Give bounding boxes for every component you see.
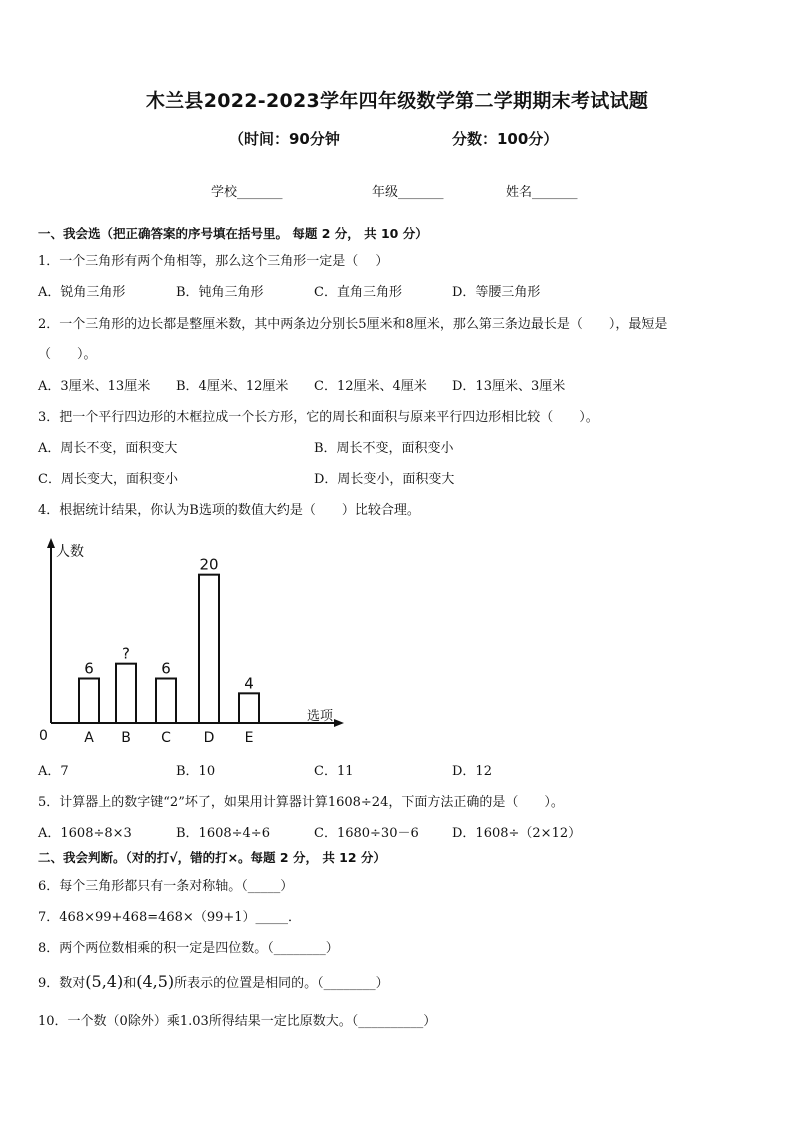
q1-option-a[interactable]: A．锐角三角形 <box>38 285 126 300</box>
q2-option-c[interactable]: C．12厘米、4厘米 <box>314 379 427 394</box>
q5-option-d[interactable]: D．1608÷（2×12） <box>452 826 582 841</box>
data-label-e: 4 <box>244 674 254 693</box>
q4-option-b[interactable]: B．10 <box>176 764 216 779</box>
bar-b <box>116 664 136 723</box>
name-field[interactable]: 姓名_______ <box>506 185 578 200</box>
data-label-b: ? <box>122 644 130 663</box>
y-axis-label: 人数 <box>56 544 84 560</box>
question-9 <box>38 972 389 991</box>
school-field[interactable]: 学校_______ <box>211 185 283 200</box>
section2-heading: 二、我会判断。（对的打√，错的打×。每题 2 分， 共 12 分） <box>38 850 386 865</box>
q4-option-a[interactable]: A．7 <box>38 764 69 779</box>
q9-suffix: 所表示的位置是相同的。（________） <box>174 976 389 991</box>
exam-time: （时间：90分钟 <box>229 130 340 148</box>
q4-option-c[interactable]: C．11 <box>314 764 354 779</box>
q4-option-d[interactable]: D．12 <box>452 764 492 779</box>
q2-option-a[interactable]: A．3厘米、13厘米 <box>38 379 151 394</box>
q1-option-c[interactable]: C．直角三角形 <box>314 285 402 300</box>
q2-option-b[interactable]: B．4厘米、12厘米 <box>176 379 289 394</box>
question-2-line2: （ ）。 <box>38 347 97 362</box>
q5-option-b[interactable]: B．1608÷4÷6 <box>176 826 270 841</box>
data-label-d: 20 <box>199 555 219 574</box>
y-axis-arrow <box>47 538 55 548</box>
question-3: 3．把一个平行四边形的木框拉成一个长方形，它的周长和面积与原来平行四边形相比较（ ）。 <box>38 410 599 425</box>
x-axis-label: 选项 <box>307 709 334 724</box>
data-label-c: 6 <box>161 659 171 678</box>
q9-prefix: 9．数对 <box>38 976 86 991</box>
q5-option-a[interactable]: A．1608÷8×3 <box>38 826 132 841</box>
bar-d <box>199 575 219 723</box>
q9-pair-2: (4,5) <box>136 972 175 991</box>
data-label-a: 6 <box>84 659 94 678</box>
grade-field[interactable]: 年级_______ <box>372 185 444 200</box>
q1-option-d[interactable]: D．等腰三角形 <box>452 285 541 300</box>
bar-e <box>239 693 259 723</box>
question-1: 1．一个三角形有两个角相等，那么这个三角形一定是（ ） <box>38 254 389 269</box>
q3-option-c[interactable]: C．周长变大，面积变小 <box>38 472 178 487</box>
q1-option-b[interactable]: B．钝角三角形 <box>176 285 264 300</box>
tick-label-b: B <box>121 730 131 746</box>
question-8: 8．两个两位数相乘的积一定是四位数。（________） <box>38 941 339 956</box>
tick-label-e: E <box>244 730 254 746</box>
q3-option-a[interactable]: A．周长不变，面积变大 <box>38 441 178 456</box>
bar-chart <box>34 535 364 750</box>
exam-score: 分数：100分） <box>452 130 559 148</box>
tick-label-a: A <box>84 730 94 746</box>
tick-label-d: D <box>203 730 215 746</box>
question-4: 4．根据统计结果，你认为B选项的数值大约是（ ）比较合理。 <box>38 503 420 518</box>
question-7: 7．468×99+468=468×（99+1）_____． <box>38 910 302 925</box>
q9-pair-1: (5,4) <box>85 972 124 991</box>
section1-heading: 一、我会选（把正确答案的序号填在括号里。 每题 2 分， 共 10 分） <box>38 226 428 241</box>
origin-label: 0 <box>39 728 48 744</box>
q2-option-d[interactable]: D．13厘米、3厘米 <box>452 379 566 394</box>
question-5: 5．计算器上的数字键“2”坏了，如果用计算器计算1608÷24，下面方法正确的是（ ）。 <box>38 795 564 810</box>
bar-a <box>79 679 99 724</box>
q3-option-d[interactable]: D．周长变小，面积变大 <box>314 472 455 487</box>
q9-middle: 和 <box>123 976 137 991</box>
q5-option-c[interactable]: C．1680÷30－6 <box>314 826 419 841</box>
question-2-line1: 2．一个三角形的边长都是整厘米数，其中两条边分别长5厘米和8厘米，那么第三条边最长是（ ），最短是 <box>38 317 668 332</box>
question-6: 6．每个三角形都只有一条对称轴。（_____） <box>38 879 294 894</box>
question-10: 10．一个数（0除外）乘1.03所得结果一定比原数大。（__________） <box>38 1014 437 1029</box>
page-title: 木兰县2022-2023学年四年级数学第二学期期末考试试题 <box>145 90 649 112</box>
q3-option-b[interactable]: B．周长不变，面积变小 <box>314 441 454 456</box>
x-axis-arrow <box>334 719 344 727</box>
tick-label-c: C <box>161 730 171 746</box>
bar-c <box>156 679 176 724</box>
